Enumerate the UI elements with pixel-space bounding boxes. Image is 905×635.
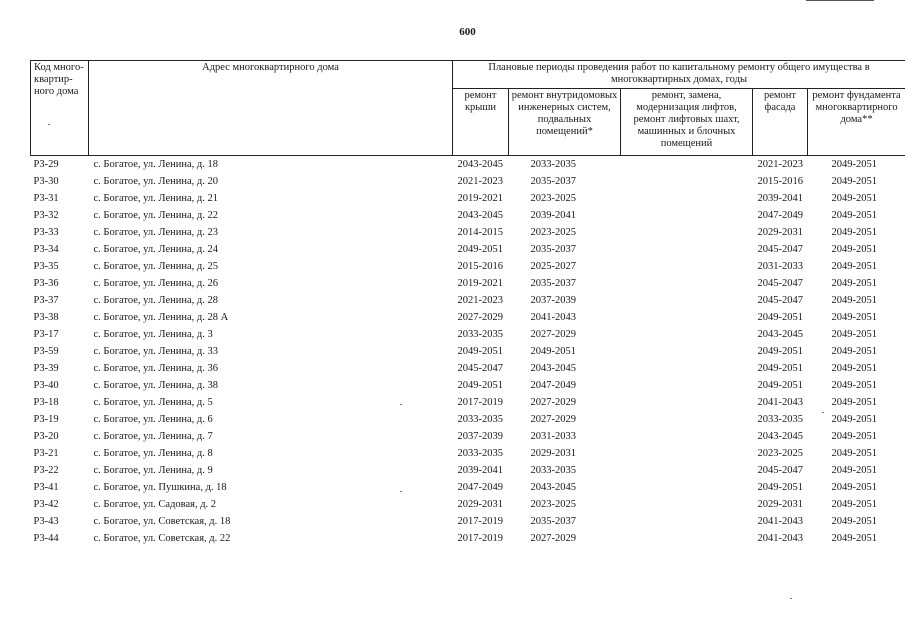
address-cell: с. Богатое, ул. Ленина, д. 3 [93, 328, 213, 340]
engineering-period-cell: 2033-2035 [530, 464, 576, 476]
engineering-period-cell: 2035-2037 [530, 175, 576, 187]
house-code-cell: Р3-37 [33, 294, 59, 306]
roof-period-cell: 2047-2049 [457, 481, 503, 493]
address-cell: с. Богатое, ул. Советская, д. 18 [93, 515, 231, 527]
lift-period-cell [621, 479, 753, 496]
table-row [31, 224, 905, 241]
table-row [31, 343, 905, 360]
engineering-period-cell: 2031-2033 [530, 430, 576, 442]
house-code-cell: Р3-43 [33, 515, 59, 527]
lift-period-cell [621, 513, 753, 530]
roof-period-cell: 2037-2039 [457, 430, 503, 442]
house-code-cell: Р3-44 [33, 532, 59, 544]
lift-period-cell [621, 428, 753, 445]
table-row [31, 173, 905, 190]
facade-period-cell: 2041-2043 [757, 396, 803, 408]
lift-period-cell [621, 394, 753, 411]
lift-period-cell [621, 173, 753, 190]
engineering-period-cell: 2041-2043 [530, 311, 576, 323]
house-code-cell: Р3-36 [33, 277, 59, 289]
roof-period-cell: 2033-2035 [457, 447, 503, 459]
engineering-period-cell: 2027-2029 [530, 328, 576, 340]
table-row [31, 513, 905, 530]
address-cell: с. Богатое, ул. Ленина, д. 22 [93, 209, 218, 221]
facade-period-cell: 2021-2023 [757, 158, 803, 170]
foundation-period-cell: 2049-2051 [831, 226, 877, 238]
roof-period-cell: 2014-2015 [457, 226, 503, 238]
roof-period-cell: 2021-2023 [457, 175, 503, 187]
table-header [31, 61, 905, 156]
engineering-period-cell: 2023-2025 [530, 192, 576, 204]
roof-period-cell: 2043-2045 [457, 209, 503, 221]
house-code-cell: Р3-31 [33, 192, 59, 204]
lift-period-cell [621, 462, 753, 479]
house-code-cell: Р3-18 [33, 396, 59, 408]
foundation-period-cell: 2049-2051 [831, 294, 877, 306]
facade-period-cell: 2049-2051 [757, 481, 803, 493]
engineering-period-cell: 2023-2025 [530, 498, 576, 510]
roof-period-cell: 2017-2019 [457, 532, 503, 544]
foundation-period-cell: 2049-2051 [831, 328, 877, 340]
scan-speck [400, 491, 402, 492]
address-cell: с. Богатое, ул. Ленина, д. 38 [93, 379, 218, 391]
foundation-period-cell: 2049-2051 [831, 396, 877, 408]
house-code-cell: Р3-30 [33, 175, 59, 187]
house-code-cell: Р3-22 [33, 464, 59, 476]
table-row [31, 462, 905, 479]
facade-period-cell: 2049-2051 [757, 362, 803, 374]
address-cell: с. Богатое, ул. Ленина, д. 25 [93, 260, 218, 272]
facade-period-cell: 2015-2016 [757, 175, 803, 187]
lift-period-cell [621, 207, 753, 224]
engineering-period-cell: 2023-2025 [530, 226, 576, 238]
address-cell: с. Богатое, ул. Советская, д. 22 [93, 532, 231, 544]
header-foundation-repair: ремонт фундамента многоквартирного дома** [808, 89, 905, 156]
header-address: Адрес многоквартирного дома [89, 61, 453, 156]
header-lift-repair: ремонт, замена, модернизация лифтов, ремонт лифтовых шахт, машинных и блочных помещений [621, 89, 753, 156]
foundation-period-cell: 2049-2051 [831, 498, 877, 510]
house-code-cell: Р3-34 [33, 243, 59, 255]
facade-period-cell: 2041-2043 [757, 532, 803, 544]
table-row [31, 241, 905, 258]
roof-period-cell: 2049-2051 [457, 345, 503, 357]
facade-period-cell: 2049-2051 [757, 311, 803, 323]
lift-period-cell [621, 360, 753, 377]
house-code-cell: Р3-19 [33, 413, 59, 425]
facade-period-cell: 2029-2031 [757, 498, 803, 510]
roof-period-cell: 2019-2021 [457, 192, 503, 204]
roof-period-cell: 2019-2021 [457, 277, 503, 289]
engineering-period-cell: 2025-2027 [530, 260, 576, 272]
foundation-period-cell: 2049-2051 [831, 379, 877, 391]
engineering-period-cell: 2049-2051 [530, 345, 576, 357]
table-row [31, 530, 905, 547]
roof-period-cell: 2029-2031 [457, 498, 503, 510]
table-row [31, 394, 905, 411]
header-roof-repair: ремонт крыши [453, 89, 509, 156]
scan-speck [790, 598, 792, 599]
table-row [31, 428, 905, 445]
table-row [31, 377, 905, 394]
foundation-period-cell: 2049-2051 [831, 532, 877, 544]
facade-period-cell: 2031-2033 [757, 260, 803, 272]
lift-period-cell [621, 530, 753, 547]
header-engineering-systems-repair: ремонт внутридомовых инженерных систем, подвальных помещений* [509, 89, 621, 156]
table-row [31, 445, 905, 462]
foundation-period-cell: 2049-2051 [831, 362, 877, 374]
house-code-cell: Р3-21 [33, 447, 59, 459]
lift-period-cell [621, 156, 753, 174]
foundation-period-cell: 2049-2051 [831, 430, 877, 442]
lift-period-cell [621, 343, 753, 360]
house-code-cell: Р3-32 [33, 209, 59, 221]
address-cell: с. Богатое, ул. Пушкина, д. 18 [93, 481, 227, 493]
roof-period-cell: 2017-2019 [457, 396, 503, 408]
facade-period-cell: 2043-2045 [757, 430, 803, 442]
roof-period-cell: 2027-2029 [457, 311, 503, 323]
table-row [31, 258, 905, 275]
engineering-period-cell: 2037-2039 [530, 294, 576, 306]
scan-speck [400, 404, 402, 405]
table-row [31, 309, 905, 326]
engineering-period-cell: 2027-2029 [530, 396, 576, 408]
facade-period-cell: 2045-2047 [757, 243, 803, 255]
engineering-period-cell: 2039-2041 [530, 209, 576, 221]
roof-period-cell: 2015-2016 [457, 260, 503, 272]
address-cell: с. Богатое, ул. Ленина, д. 33 [93, 345, 218, 357]
house-code-cell: Р3-40 [33, 379, 59, 391]
house-code-cell: Р3-59 [33, 345, 59, 357]
table-row [31, 190, 905, 207]
lift-period-cell [621, 241, 753, 258]
address-cell: с. Богатое, ул. Ленина, д. 28 [93, 294, 218, 306]
address-cell: с. Богатое, ул. Садовая, д. 2 [93, 498, 217, 510]
header-facade-repair: ремонт фасада [753, 89, 808, 156]
house-code-cell: Р3-38 [33, 311, 59, 323]
header-planned-periods: Плановые периоды проведения работ по капитальному ремонту общего имущества в многоквартирных домах, годы [453, 61, 905, 89]
facade-period-cell: 2029-2031 [757, 226, 803, 238]
lift-period-cell [621, 326, 753, 343]
foundation-period-cell: 2049-2051 [831, 515, 877, 527]
facade-period-cell: 2041-2043 [757, 515, 803, 527]
capital-repair-schedule-table [30, 60, 905, 547]
address-cell: с. Богатое, ул. Ленина, д. 21 [93, 192, 218, 204]
house-code-cell: Р3-29 [33, 158, 59, 170]
lift-period-cell [621, 445, 753, 462]
engineering-period-cell: 2035-2037 [530, 515, 576, 527]
foundation-period-cell: 2049-2051 [831, 192, 877, 204]
engineering-period-cell: 2027-2029 [530, 413, 576, 425]
engineering-period-cell: 2027-2029 [530, 532, 576, 544]
facade-period-cell: 2043-2045 [757, 328, 803, 340]
house-code-cell: Р3-42 [33, 498, 59, 510]
address-cell: с. Богатое, ул. Ленина, д. 18 [93, 158, 218, 170]
table-row [31, 496, 905, 513]
house-code-cell: Р3-20 [33, 430, 59, 442]
foundation-period-cell: 2049-2051 [831, 175, 877, 187]
lift-period-cell [621, 309, 753, 326]
roof-period-cell: 2049-2051 [457, 379, 503, 391]
address-cell: с. Богатое, ул. Ленина, д. 36 [93, 362, 218, 374]
scan-speck [822, 412, 824, 413]
house-code-cell: Р3-41 [33, 481, 59, 493]
engineering-period-cell: 2047-2049 [530, 379, 576, 391]
foundation-period-cell: 2049-2051 [831, 243, 877, 255]
address-cell: с. Богатое, ул. Ленина, д. 26 [93, 277, 218, 289]
roof-period-cell: 2021-2023 [457, 294, 503, 306]
table-row [31, 207, 905, 224]
roof-period-cell: 2033-2035 [457, 413, 503, 425]
roof-period-cell: 2033-2035 [457, 328, 503, 340]
lift-period-cell [621, 411, 753, 428]
foundation-period-cell: 2049-2051 [831, 413, 877, 425]
table-row [31, 156, 905, 174]
engineering-period-cell: 2043-2045 [530, 481, 576, 493]
foundation-period-cell: 2049-2051 [831, 447, 877, 459]
address-cell: с. Богатое, ул. Ленина, д. 9 [93, 464, 213, 476]
scan-edge-line [806, 0, 874, 1]
table-row [31, 292, 905, 309]
facade-period-cell: 2045-2047 [757, 294, 803, 306]
lift-period-cell [621, 275, 753, 292]
engineering-period-cell: 2043-2045 [530, 362, 576, 374]
house-code-cell: Р3-33 [33, 226, 59, 238]
address-cell: с. Богатое, ул. Ленина, д. 20 [93, 175, 218, 187]
foundation-period-cell: 2049-2051 [831, 311, 877, 323]
foundation-period-cell: 2049-2051 [831, 464, 877, 476]
address-cell: с. Богатое, ул. Ленина, д. 24 [93, 243, 218, 255]
lift-period-cell [621, 496, 753, 513]
facade-period-cell: 2045-2047 [757, 277, 803, 289]
roof-period-cell: 2039-2041 [457, 464, 503, 476]
engineering-period-cell: 2029-2031 [530, 447, 576, 459]
facade-period-cell: 2047-2049 [757, 209, 803, 221]
facade-period-cell: 2049-2051 [757, 345, 803, 357]
table-row [31, 360, 905, 377]
header-house-code: Код много-квартир-ного дома [31, 61, 89, 156]
house-code-cell: Р3-17 [33, 328, 59, 340]
roof-period-cell: 2017-2019 [457, 515, 503, 527]
engineering-period-cell: 2035-2037 [530, 243, 576, 255]
house-code-cell: Р3-39 [33, 362, 59, 374]
foundation-period-cell: 2049-2051 [831, 345, 877, 357]
foundation-period-cell: 2049-2051 [831, 260, 877, 272]
foundation-period-cell: 2049-2051 [831, 209, 877, 221]
address-cell: с. Богатое, ул. Ленина, д. 6 [93, 413, 213, 425]
address-cell: с. Богатое, ул. Ленина, д. 8 [93, 447, 213, 459]
engineering-period-cell: 2033-2035 [530, 158, 576, 170]
lift-period-cell [621, 224, 753, 241]
facade-period-cell: 2039-2041 [757, 192, 803, 204]
roof-period-cell: 2049-2051 [457, 243, 503, 255]
facade-period-cell: 2049-2051 [757, 379, 803, 391]
address-cell: с. Богатое, ул. Ленина, д. 7 [93, 430, 213, 442]
table-row [31, 326, 905, 343]
address-cell: с. Богатое, ул. Ленина, д. 5 [93, 396, 213, 408]
facade-period-cell: 2023-2025 [757, 447, 803, 459]
foundation-period-cell: 2049-2051 [831, 481, 877, 493]
facade-period-cell: 2033-2035 [757, 413, 803, 425]
roof-period-cell: 2045-2047 [457, 362, 503, 374]
facade-period-cell: 2045-2047 [757, 464, 803, 476]
scan-speck [48, 124, 50, 125]
table-body [31, 156, 905, 548]
table-row [31, 479, 905, 496]
lift-period-cell [621, 258, 753, 275]
engineering-period-cell: 2035-2037 [530, 277, 576, 289]
address-cell: с. Богатое, ул. Ленина, д. 23 [93, 226, 218, 238]
address-cell: с. Богатое, ул. Ленина, д. 28 А [93, 311, 229, 323]
lift-period-cell [621, 292, 753, 309]
house-code-cell: Р3-35 [33, 260, 59, 272]
foundation-period-cell: 2049-2051 [831, 158, 877, 170]
roof-period-cell: 2043-2045 [457, 158, 503, 170]
table-row [31, 275, 905, 292]
table-row [31, 411, 905, 428]
lift-period-cell [621, 190, 753, 207]
page-number: 600 [459, 26, 476, 38]
lift-period-cell [621, 377, 753, 394]
foundation-period-cell: 2049-2051 [831, 277, 877, 289]
